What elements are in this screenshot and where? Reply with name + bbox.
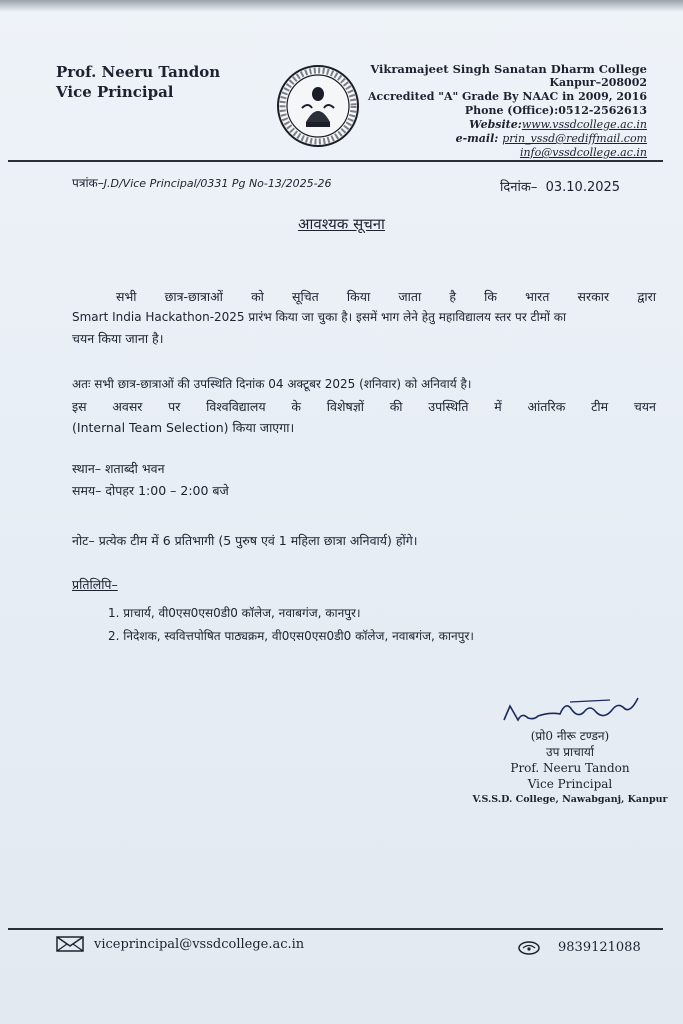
sender-name: Prof. Neeru Tandon [56,63,221,81]
email-link-info[interactable]: info@vssdcollege.ac.in [519,146,647,159]
signatory-college: V.S.S.D. College, Nawabganj, Kanpur [472,794,668,805]
date-label: दिनांक– [500,180,538,195]
signatory-hindi-name: (प्रो0 नीरू टण्डन) [530,729,610,743]
copy-item-1: 1. प्राचार्य, वी0एस0एस0डी0 कॉलेज, नवाबगंज, कानपुर। [108,606,361,620]
notice-title: आवश्यक सूचना [298,215,385,233]
sender-designation: Vice Principal [56,83,174,101]
paragraph-2-line-3: (Internal Team Selection) किया जाएगा। [72,420,295,435]
college-name: Vikramajeet Singh Sanatan Dharm College [370,62,647,76]
college-city: Kanpur–208002 [549,76,647,89]
signature-block [470,728,670,808]
email-link-primary[interactable]: prin_vssd@rediffmail.com [502,132,647,145]
phone-icon [518,941,540,955]
letterhead-right [347,62,647,160]
reference-label: पत्रांक– [72,176,104,190]
page-shadow [0,0,683,12]
website-label: Website: [469,118,522,131]
website-link[interactable]: www.vssdcollege.ac.in [521,118,647,131]
signatory-name: Prof. Neeru Tandon [510,761,630,775]
paragraph-2-line-1: अतः सभी छात्र-छात्राओं की उपस्थिति दिनांक 04 अक्टूबर 2025 (शनिवार) को अनिवार्य है। [72,377,472,391]
handwritten-signature [500,690,650,730]
letter-date [500,177,620,195]
footer-divider [8,928,663,930]
paragraph-1-line-2: Smart India Hackathon-2025 प्रारंभ किया जा चुका है। इसमें भाग लेने हेतु महाविद्यालय स्तर पर टीमों का [72,310,567,324]
time: समय– दोपहर 1:00 – 2:00 बजे [72,483,229,498]
email-label: e-mail: [455,132,499,145]
copy-item-2: 2. निदेशक, स्ववित्तपोषित पाठ्यक्रम, वी0एस0एस0डी0 कॉलेज, नवाबगंज, कानपुर। [108,629,474,643]
signatory-designation: Vice Principal [527,777,613,791]
header-divider [8,160,663,162]
footer-phone-text[interactable]: 9839121088 [558,940,641,955]
date-value: 03.10.2025 [545,180,621,195]
footer-email [56,936,304,952]
signatory-hindi-designation: उप प्राचार्या [546,745,594,759]
office-phone: Phone (Office):0512-2562613 [464,104,647,117]
letterhead-left [56,62,220,102]
reference-value: J.D/Vice Principal/0331 Pg No-13/2025-26 [103,177,332,190]
footer-phone [518,940,641,955]
copy-label: प्रतिलिपि– [72,577,118,592]
accreditation: Accredited "A" Grade By NAAC in 2009, 2016 [368,90,647,103]
mail-icon [56,936,84,952]
note: नोट– प्रत्येक टीम में 6 प्रतिभागी (5 पुरुष एवं 1 महिला छात्रा अनिवार्य) होंगे। [72,533,418,548]
venue: स्थान– शताब्दी भवन [72,461,165,476]
paragraph-2-line-2: इस अवसर पर विश्वविद्यालय के विशेषज्ञों की उपस्थिति में आंतरिक टीम चयन [72,399,656,414]
footer-email-text[interactable]: viceprincipal@vssdcollege.ac.in [94,936,305,952]
paragraph-1-line-1: सभी छात्र-छात्राओं को सूचित किया जाता है कि भारत सरकार द्वारा [116,289,656,304]
reference-number [72,174,332,191]
paragraph-1-line-3: चयन किया जाना है। [72,331,164,346]
